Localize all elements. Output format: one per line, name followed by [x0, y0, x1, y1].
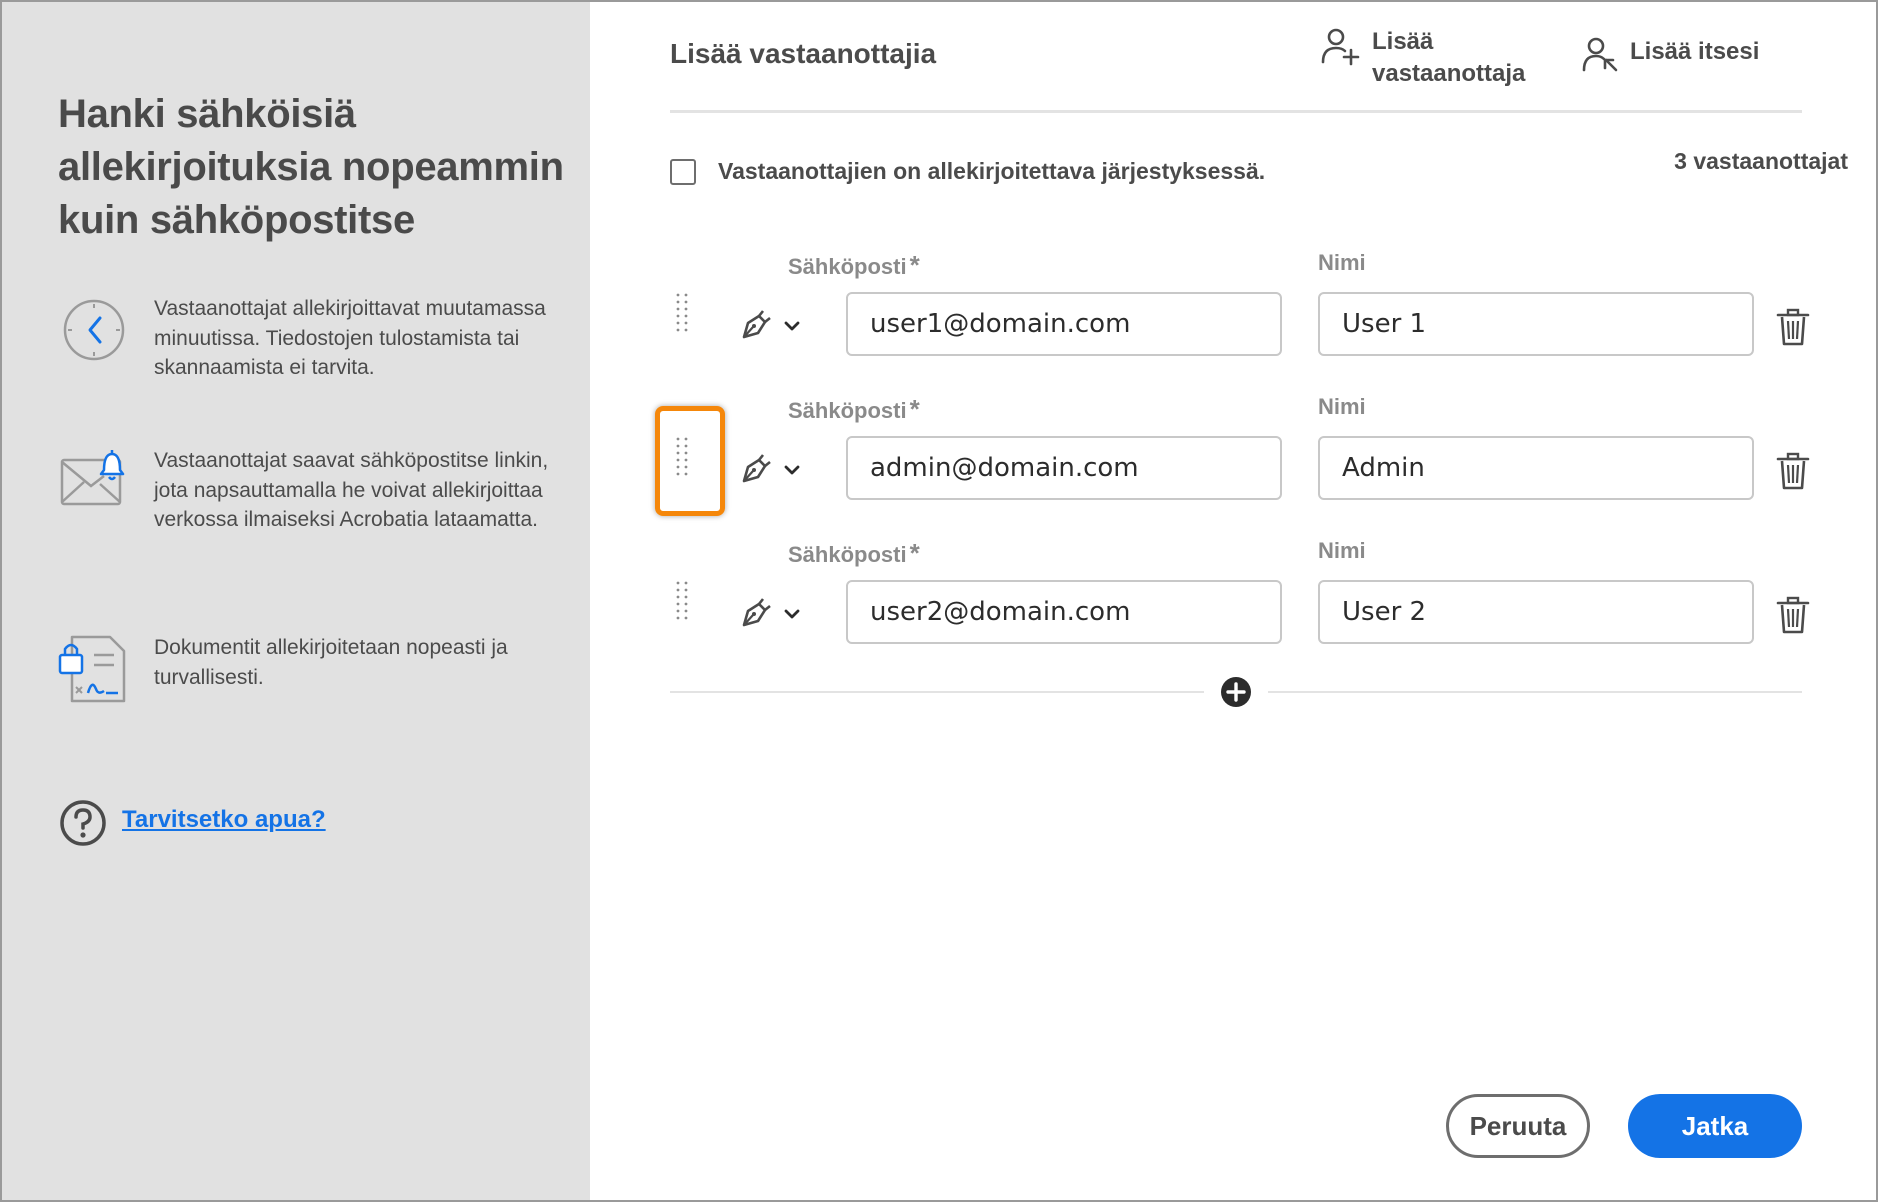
feature-text: Vastaanottajat allekirjoittavat muutamassa minuutissa. Tiedostojen tulostamista tai skannaamista ei tarvita. — [154, 297, 546, 379]
continue-button[interactable]: Jatka — [1628, 1094, 1802, 1158]
add-person-icon — [1320, 26, 1360, 66]
email-label: Sähköposti * — [788, 538, 920, 568]
trash-icon[interactable] — [1776, 596, 1810, 634]
add-divider-right — [1268, 691, 1802, 693]
drag-handle-icon[interactable] — [674, 580, 690, 620]
signer-pen-icon[interactable] — [738, 450, 774, 486]
header-divider — [670, 110, 1802, 113]
email-field[interactable] — [846, 292, 1282, 356]
add-yourself-label: Lisää itsesi — [1630, 38, 1760, 65]
add-recipient-button[interactable] — [1320, 26, 1542, 90]
sign-in-order-label: Vastaanottajien on allekirjoitettava järjestyksessä. — [718, 158, 1266, 184]
email-field[interactable] — [846, 436, 1282, 500]
recipient-row — [590, 538, 1876, 658]
add-yourself-button[interactable] — [1582, 36, 1759, 76]
chevron-down-icon[interactable] — [782, 604, 802, 624]
info-panel — [2, 2, 590, 1200]
signer-pen-icon[interactable] — [738, 306, 774, 342]
page-title: Lisää vastaanottajia — [670, 38, 937, 69]
chevron-down-icon[interactable] — [782, 460, 802, 480]
drag-handle-icon[interactable] — [674, 436, 690, 476]
recipients-panel — [590, 2, 1876, 1200]
name-label: Nimi — [1318, 250, 1366, 275]
info-title: Hanki sähköisiä allekirjoituksia nopeammin kuin sähköpostitse — [58, 92, 564, 242]
signer-pen-icon[interactable] — [738, 594, 774, 630]
recipient-row — [590, 394, 1876, 514]
required-mark: * — [909, 538, 920, 568]
cancel-button[interactable]: Peruuta — [1446, 1094, 1590, 1158]
clock-icon — [58, 294, 130, 366]
name-field[interactable] — [1318, 292, 1754, 356]
name-label: Nimi — [1318, 538, 1366, 563]
recipient-count: 3 vastaanottajat — [1674, 148, 1848, 174]
add-row-plus-icon[interactable] — [1220, 676, 1252, 708]
feature-text: Dokumentit allekirjoitetaan nopeasti ja turvallisesti. — [154, 636, 508, 689]
email-field[interactable] — [846, 580, 1282, 644]
email-label: Sähköposti * — [788, 250, 920, 280]
name-field[interactable] — [1318, 436, 1754, 500]
feature-text: Vastaanottajat saavat sähköpostitse linkin, jota napsauttamalla he voivat allekirjoittaa verkossa ilmaiseksi Acrobatia lataamatta. — [154, 449, 549, 531]
recipient-row — [590, 250, 1876, 370]
sign-in-order-option — [670, 158, 1265, 185]
sign-in-order-checkbox[interactable] — [670, 159, 696, 185]
name-field[interactable] — [1318, 580, 1754, 644]
required-mark: * — [909, 394, 920, 424]
name-label: Nimi — [1318, 394, 1366, 419]
drag-handle-icon[interactable] — [674, 292, 690, 332]
chevron-down-icon[interactable] — [782, 316, 802, 336]
envelope-bell-icon — [58, 446, 130, 518]
secure-document-icon — [58, 633, 130, 705]
trash-icon[interactable] — [1776, 452, 1810, 490]
help-link[interactable]: Tarvitsetko apua? — [122, 806, 326, 833]
required-mark: * — [909, 250, 920, 280]
add-recipient-label: Lisää vastaanottaja — [1372, 28, 1526, 87]
person-cursor-icon — [1582, 36, 1618, 76]
trash-icon[interactable] — [1776, 308, 1810, 346]
add-divider-left — [670, 691, 1204, 693]
email-label: Sähköposti * — [788, 394, 920, 424]
help-icon[interactable] — [58, 798, 108, 848]
